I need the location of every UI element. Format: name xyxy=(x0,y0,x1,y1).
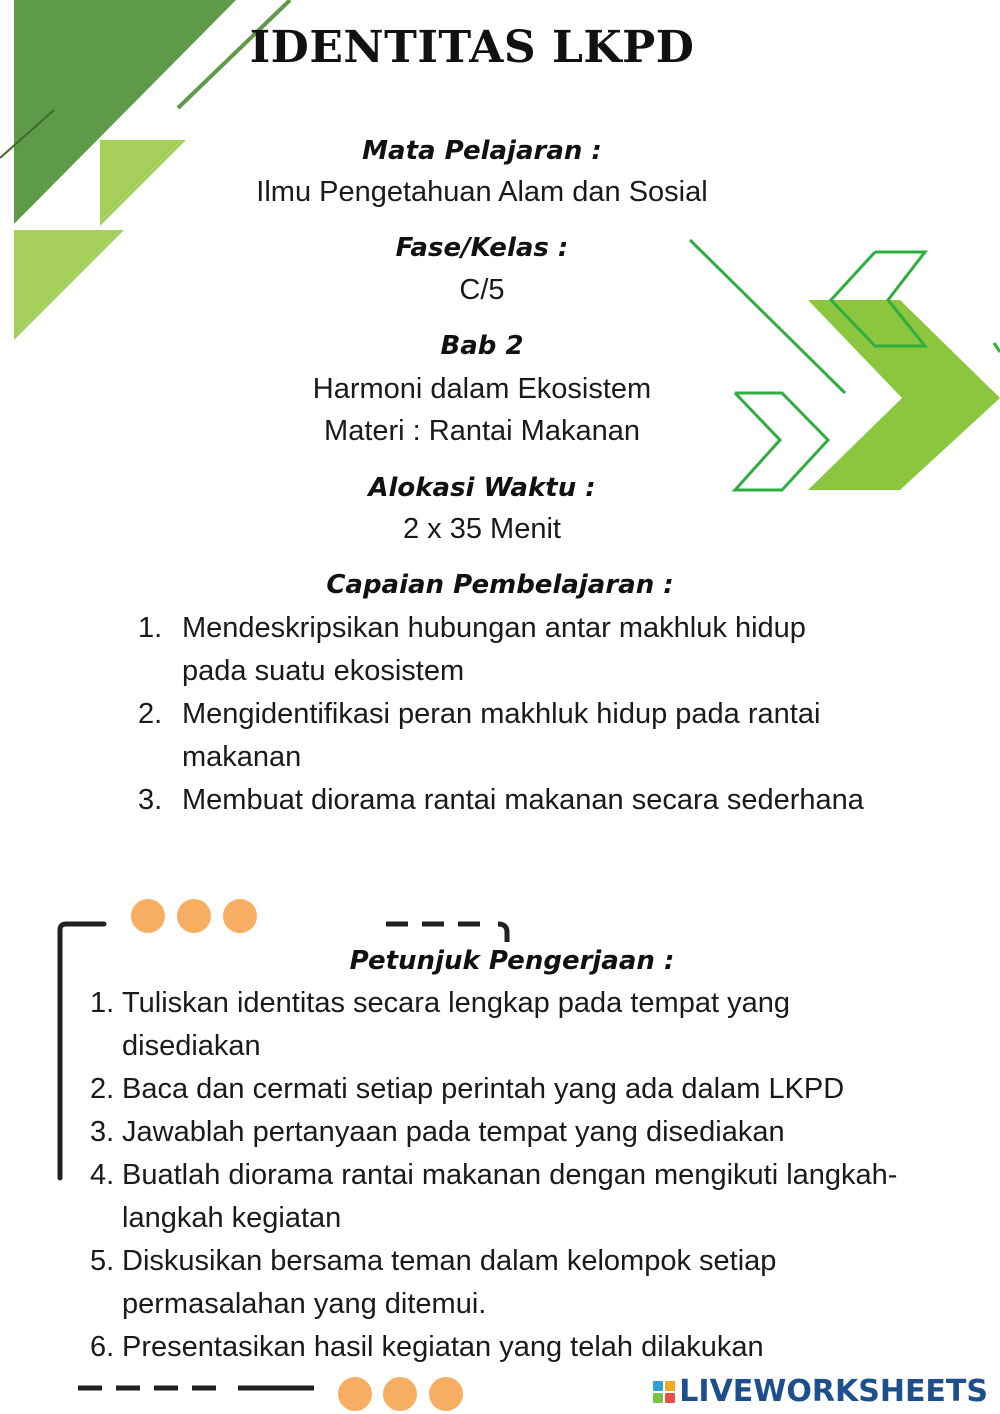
list-item xyxy=(90,1154,930,1240)
bab-label: Bab 2 xyxy=(440,331,524,361)
deco-dot xyxy=(223,899,257,933)
capaian-label: Capaian Pembelajaran : xyxy=(326,570,674,600)
deco-dot xyxy=(383,1377,417,1411)
list-item xyxy=(138,779,878,822)
list-text: Mengidentifikasi peran makhluk hidup pada rantai makanan xyxy=(182,698,821,773)
list-text: Mendeskripsikan hubungan antar makhluk hidup pada suatu ekosistem xyxy=(182,612,806,687)
alokasi-waktu-value: 2 x 35 Menit xyxy=(403,513,561,545)
deco-edge-tick xyxy=(994,343,1000,352)
list-text: Presentasikan hasil kegiatan yang telah dilakukan xyxy=(122,1331,764,1363)
list-item xyxy=(90,1111,930,1154)
list-item xyxy=(90,1326,930,1369)
list-item xyxy=(90,1240,930,1326)
mata-pelajaran-label: Mata Pelajaran : xyxy=(362,136,602,166)
page-title: IDENTITAS LKPD xyxy=(249,22,695,73)
deco-dot xyxy=(177,899,211,933)
liveworksheets-logo[interactable] xyxy=(653,1374,988,1409)
list-number: 2. xyxy=(138,698,163,730)
list-number: 1. xyxy=(138,612,163,644)
list-item xyxy=(138,607,878,693)
bab-materi: Materi : Rantai Makanan xyxy=(324,415,640,447)
deco-dot xyxy=(131,899,165,933)
liveworksheets-logo-icon xyxy=(653,1381,675,1403)
list-item xyxy=(90,982,930,1068)
list-number: 2. xyxy=(90,1073,115,1105)
list-number: 3. xyxy=(138,784,163,816)
list-text: Jawablah pertanyaan pada tempat yang disediakan xyxy=(122,1116,785,1148)
alokasi-waktu-label: Alokasi Waktu : xyxy=(368,473,596,503)
list-text: Buatlah diorama rantai makanan dengan mengikuti langkah-langkah kegiatan xyxy=(122,1159,898,1234)
list-number: 6. xyxy=(90,1331,115,1363)
deco-dot xyxy=(429,1377,463,1411)
list-text: Tuliskan identitas secara lengkap pada tempat yang disediakan xyxy=(122,987,790,1062)
list-number: 4. xyxy=(90,1159,115,1191)
petunjuk-list xyxy=(90,982,930,1369)
bab-title: Harmoni dalam Ekosistem xyxy=(312,373,652,405)
list-item xyxy=(138,693,878,779)
fase-kelas-label: Fase/Kelas : xyxy=(395,233,569,263)
deco-dot xyxy=(338,1377,372,1411)
petunjuk-label: Petunjuk Pengerjaan : xyxy=(349,946,675,976)
list-text: Membuat diorama rantai makanan secara sederhana xyxy=(182,784,864,816)
list-text: Diskusikan bersama teman dalam kelompok setiap permasalahan yang ditemui. xyxy=(122,1245,777,1320)
fase-kelas-value: C/5 xyxy=(459,274,505,306)
mata-pelajaran-value: Ilmu Pengetahuan Alam dan Sosial xyxy=(256,176,708,208)
deco-dash-hook xyxy=(498,924,507,942)
list-number: 3. xyxy=(90,1116,115,1148)
list-number: 5. xyxy=(90,1245,115,1277)
list-number: 1. xyxy=(90,987,115,1019)
list-text: Baca dan cermati setiap perintah yang ada dalam LKPD xyxy=(122,1073,845,1105)
capaian-list xyxy=(138,607,878,822)
logo-text: LIVEWORKSHEETS xyxy=(679,1374,988,1409)
list-item xyxy=(90,1068,930,1111)
